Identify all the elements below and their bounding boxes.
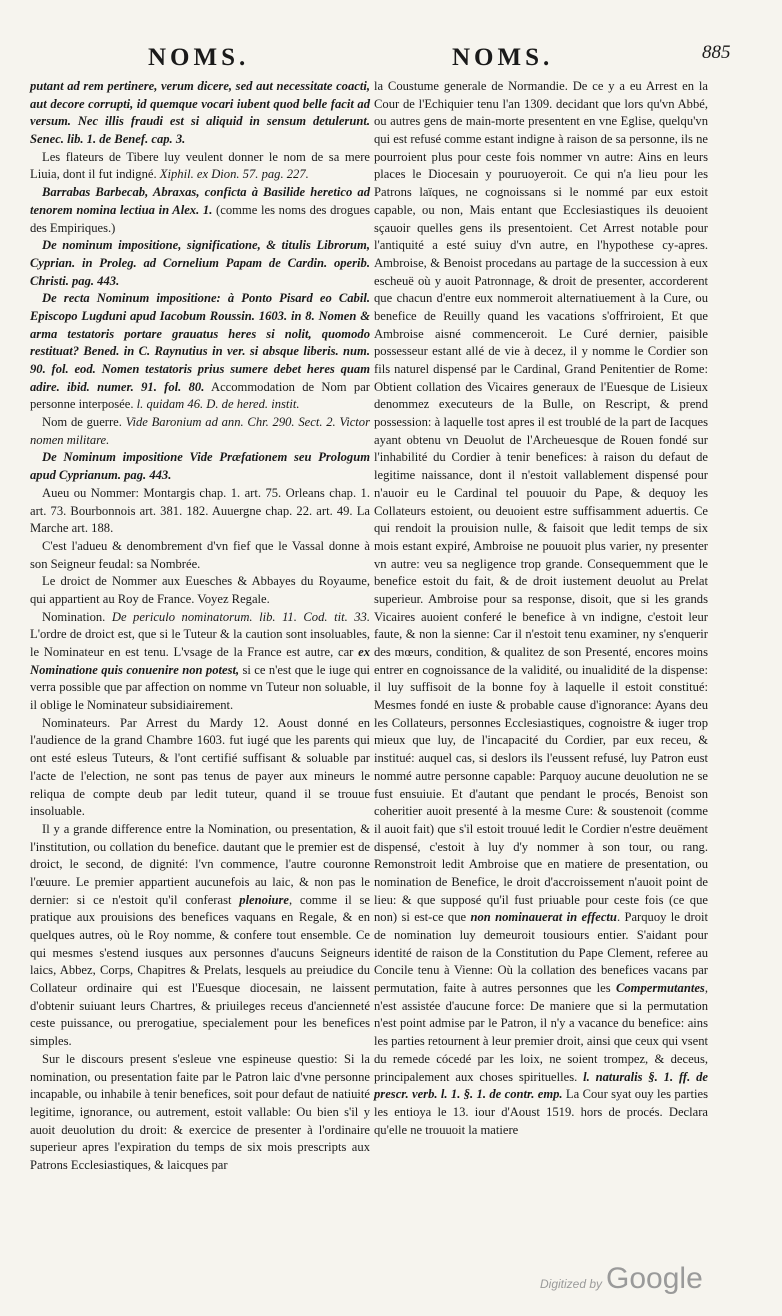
text-run: Il y a grande difference entre la Nomination, ou presentation, & l'institution, ou collation du benefice. dautant que le premier est de droict, le second, de dignité: l'vn commence, l'autre couronne l'œuure. Le premier appartient aucunefois au laic, & non pas le dernier: si ce n'estoit qu'il conferast (30, 821, 370, 907)
paragraph (30, 609, 370, 715)
latin-citation: plenoiure (239, 892, 289, 907)
paragraph (374, 78, 708, 1139)
digitized-by-label: Digitized by (540, 1277, 603, 1291)
text-run: Les flateurs de Tibere luy veulent donner le nom de sa mere Liuia, dont il fut indigné. (30, 149, 370, 182)
text-run: si ce n'est que le iuge qui verra possible que par affection on nomme vn Tuteur non soluable, il oblige le Nominateur subsidiairement. (30, 662, 370, 713)
latin-citation: Compermutantes (615, 981, 705, 996)
paragraph (30, 149, 370, 184)
latin-citation: Vide Baronium ad ann. Chr. 290. Sect. 2. Victor nomen militare. (30, 415, 370, 447)
google-logo: Google (606, 1262, 703, 1295)
paragraph (30, 290, 370, 414)
text-run: Sur le discours present s'esleue vne espineuse questio: Si la nomination, ou presentation faite par le Patron laic d'vne personne incapable, ou inhabile à tenir benefices, soit pour defaut de natiuité legitime, ignorance, ou autrement, estoit vallable: Ou bien s'il y auoit deuolution du droit: & exercice de presenter à l'ordinaire superieur apres l'expiration du temps de six mois prescripts aux Patrons Ecclesiastiques, & laicques par (30, 1051, 370, 1172)
text-run: Nomination. (42, 609, 112, 624)
text-run: , n'est assistée d'aucune force: De maniere que si la permutation n'est point admise par le Patron, il n'y a vacance du benefice: ains les parties retournent à leur premier droit, ainsi que ceux qui vsent du remede cócedé par les loix, ne soient trompez, & deceus, principalement aux choses spirituelles. (374, 981, 708, 1084)
paragraph (30, 237, 370, 290)
latin-citation: l. quidam 46. D. de hered. instit. (136, 397, 300, 412)
text-run: C'est l'adueu & denombrement d'vn fief que le Vassal donne à son Seigneur feudal: sa Nombrée. (30, 538, 370, 571)
text-run: Nominateurs. Par Arrest du Mardy 12. Aoust donné en l'audience de la grand Chambre 1603. fut iugé que les parents qui ont esté esleus Tuteurs, & l'ont certifié suffisant & soluable par l'acte de l'election, ne sont pas tenus de payer aux mineurs le reliqua de compte deub par ledit tuteur, quand il se trouue insoluable. (30, 715, 370, 819)
page-number: 885 (702, 42, 731, 63)
latin-citation: De periculo nominatorum. lib. 11. Cod. tit. 33. (111, 609, 370, 624)
paragraph (30, 78, 370, 149)
text-run: La Cour syat ouy les parties les entioya le 13. iour d'Aoust 1519. hors de procés. Declara qu'elle ne trouuoit la matiere (374, 1087, 708, 1137)
text-run: , comme il se pratique aux prouisions des benefices vaquans en Regale, & en quelques autres, où le Roy nomme, & confere tout ensemble. Ce qui mesmes s'estend iusques aux personnes d'aucuns Seigneurs laics, Abbez, Corps, Chapitres & Prelats, lesquels au preiudice du Collateur ordinaire qui est l'Euesque diocesain, ne laissent d'obtenir suiuant leurs Chartres, & priuileges receus d'ancienneté ceste puissance, ou prerogatiue, specialement pour les benefices simples. (30, 892, 370, 1049)
text-run: . Parquoy le droit de nomination luy demeuroit tousiours entier. S'aidant pour identité de raison de la Constitution du Pape Clement, referee au Concile tenu à Vienne: Où la collation des benefices vacans par permutation, faite à autres personnes que les (374, 910, 709, 996)
latin-citation: Xiphil. ex Dion. 57. pag. 227. (159, 167, 309, 182)
paragraph (30, 821, 370, 1051)
paragraph (30, 538, 370, 573)
right-text-column (374, 78, 708, 1139)
latin-citation: non nominauerat in effectu (470, 910, 617, 925)
latin-citation: De recta Nominum impositione: à Ponto Pisard eo Cabil. Episcopo Lugduni apud Iacobum Roussin. 1603. in 8. Nomen & arma testatoris portare grauatus heres si nolit, quomodo restituat? Bened. in C. Raynutius in ver. si absque liberis. num. 90. fol. eod. Nomen testatoris prius sumere debet heres quam adire. ibid. numer. 91. fol. 80. (30, 291, 370, 394)
latin-citation: De nominum impositione, significatione, & titulis Librorum, Cyprian. in Proleg. ad Cornelium Papam de Cardin. operib. Christi. pag. 443. (30, 238, 370, 288)
latin-citation: l. naturalis §. 1. ff. de prescr. verb. l. 1. §. 1. de contr. emp. (374, 1069, 708, 1102)
paragraph (30, 414, 370, 449)
paragraph (30, 715, 370, 821)
text-run: Accommodation de Nom par personne interposée. (30, 379, 370, 412)
latin-citation: Barrabas Barbecab, Abraxas, conficta à Basilide heretico ad tenorem nomina lectiua in Alex. 1. (30, 185, 370, 217)
running-head-right: NOMS. (452, 44, 554, 71)
text-run: la Coustume generale de Normandie. De ce y a eu Arrest en la Cour de l'Echiquier tenu l'an 1309. decidant que lors qu'vn Abbé, ou autres gens de main-morte presentent en vne Eglise, quelqu'vn qui est refusé comme estant indigne à raison de sa personne, ils ne pourroient plus pour ceste fois nommer vn autre: Ains en leurs places le Diocesain y pouruoyeroit. Ce qui n'a lieu pour les Patrons laïques, ne cognoissans si le nommé par eux estoit capable, ou non, Mais entant que Ecclesiastiques ils deuoient sçauoir quelles gens ils presentoient. Cet Arrest notable pour l'antiquité a esté suiuy d'vn autre, en l'hypothese cy-apres. Ambroise, & Benoist procedans au partage de la succession à eux escheuë où y auoit Patronnage, & droit de presenter, accorderent que chacun d'entre eux nommeroit alternatiuement à la Cure, ou benefice de Reuilly quand les vacations s'offriroient, Et que Ambroise aisné commenceroit. Le Curé dernier, paisible possesseur estant allé de vie à decez, il y nomme le Cordier son fils naturel dispensé par le Cardinal, Grand Penitentier de Rome: Obtient collation des Vicaires generaux de l'Euesque de Lisieux denommez executeurs de la Bulle, on Rescript, & prend possession: à laquelle tost apres il est troublé de la part de Iacques ayant obtenu vn Deuolut de l'Archeuesque de Rouen fondé sur l'inhabilité du Cordier à tenir benefices: à raison du defaut de legitime naissance, dont il n'estoit vallablement dispensé pour n'auoir eu le Cardinal tel pouuoir du Pape, & dequoy les Collateurs estoient, ou deuoient estre suffisamment aduertis. Ce qui rendoit la prouision nulle, & faisoit que ledit temps de six mois estant expiré, Ambroise ne pouuoit plus varier, ny presenter vn autre: veu sa negligence trop grande. Consequemment que le benefice estoit du fait, & de droit iustement deuolut au Prelat superieur. Ambroise pour sa response, disoit, que si les grands Vicaires auoient conferé le benefice à vn indigne, c'estoit leur faute, & non la sienne: Car il n'estoit tenu examiner, ny s'enquerir des mœurs, condition, & qualitez de son Presenté, encores moins entrer en cognoissance de la validité, ou inualidité de la dispense: il luy suffisoit de la bonne foy à laquelle il estoit constitué: Mesmes fondé en iuste & probable cause d'ignorance: Ayans deu les Collateurs, personnes Ecclesiastiques, cognoistre & iuger trop mieux que luy, de l'incapacité du Cordier, par eux receu, & institué: auquel cas, si deslors ils l'eussent refusé, luy Patron eust nommé autre personne capable: Parquoy aucune deuolution ne se fust ensuiuie. Et d'autant que pendant le procés, Benoist son coheritier auoit presenté à la mesme Cure: & soustenoit (comme il auoit fait) que s'il estoit trouué ledit le Cordier n'estre deuëment dispensé, c'estoit à luy d'y nommer à son tour, ou rang. Remonstroit ledit Ambroise que en matiere de presentation, ou nomination de Benefice, le droit d'accroissement n'auoit point de lieu: & que supposé qu'il fust priuable pour ceste fois (ce que non) si est-ce que (374, 79, 708, 925)
paragraph (30, 573, 370, 608)
text-run: (comme les noms des drogues des Empiriques.) (30, 202, 370, 235)
latin-citation: De Nominum impositione Vide Præfationem seu Prologum apud Cyprianum. pag. 443. (30, 450, 370, 483)
paragraph (30, 449, 370, 484)
text-run: Aueu ou Nommer: Montargis chap. 1. art. 75. Orleans chap. 1. art. 73. Bourbonnois art. 381. 182. Auuergne chap. 22. art. 49. La Marche art. 188. (30, 485, 370, 536)
text-run: L'ordre de droict est, que si le Tuteur & la caution sont insoluables, le Nominateur en est tenu. L'vsage de la France est autre, car (30, 627, 370, 659)
text-run: Nom de guerre. (42, 415, 126, 430)
latin-citation: ex Nominatione quis conuenire non potest, (30, 645, 370, 677)
paragraph (30, 485, 370, 538)
text-run: Le droict de Nommer aux Euesches & Abbayes du Royaume, qui appartient au Roy de France. Voyez Regale. (30, 574, 370, 606)
latin-citation: putant ad rem pertinere, verum dicere, sed aut necessitate coacti, aut decore corrupti, id quemque vocari iubent quod belle facit ad versum. Nec illis fraudi est si aliquid in sensum detulerunt. Senec. lib. 1. de Benef. cap. 3. (30, 79, 370, 147)
paragraph (30, 1051, 370, 1175)
digitized-by-watermark (540, 1262, 703, 1296)
paragraph (30, 184, 370, 237)
left-text-column (30, 78, 370, 1175)
running-head-left: NOMS. (148, 44, 250, 71)
